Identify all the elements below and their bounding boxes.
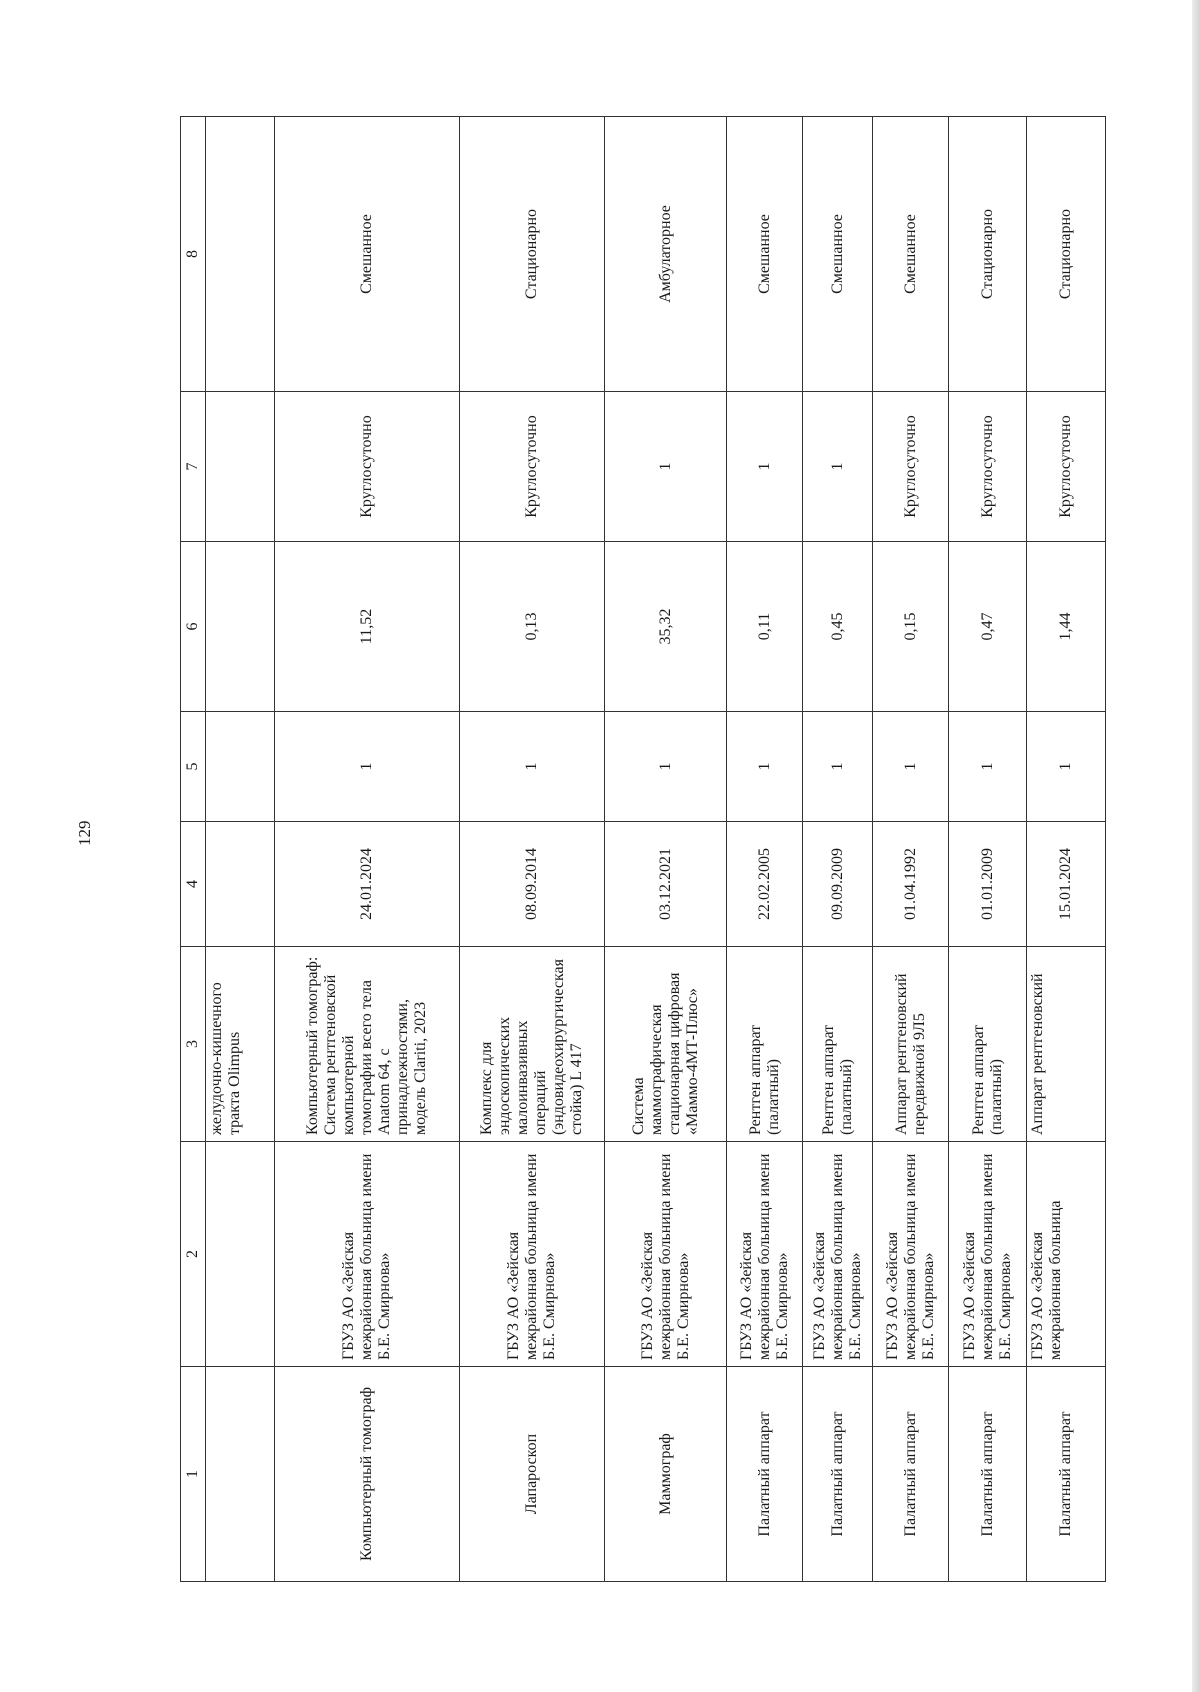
cell-status: Смешанное: [275, 117, 460, 392]
table-row: [275, 117, 460, 1582]
cell-date: 03.12.2021: [605, 822, 727, 947]
table-row: [873, 117, 949, 1582]
cell-empty: [206, 542, 275, 712]
cell-equipment-name: Рентген аппарат (палатный): [949, 947, 1027, 1142]
cell-date: 08.09.2014: [460, 822, 605, 947]
header-cell-4: 4: [181, 822, 206, 947]
cell-quantity: 1: [803, 712, 873, 822]
header-cell-7: 7: [181, 392, 206, 542]
table-row: [605, 117, 727, 1582]
header-row: [181, 117, 206, 1582]
cell-mode: Круглосуточно: [949, 392, 1027, 542]
cell-organization: ГБУЗ АО «Зейская межрайонная больница имени Б.Е. Смирнова»: [605, 1142, 727, 1367]
cell-date: 01.04.1992: [873, 822, 949, 947]
cell-empty: [206, 392, 275, 542]
cell-quantity: 1: [873, 712, 949, 822]
cell-equipment-name: желудочно-кишечного тракта Olimpus: [206, 947, 275, 1142]
cell-status: Смешанное: [803, 117, 873, 392]
cell-value: 35,32: [605, 542, 727, 712]
cell-quantity: 1: [727, 712, 803, 822]
cell-date: 09.09.2009: [803, 822, 873, 947]
cell-organization: ГБУЗ АО «Зейская межрайонная больница имени Б.Е. Смирнова»: [803, 1142, 873, 1367]
cell-equipment-name: Комплекс для эндоскопических малоинвазивных операций (эндовидеохирургическая стойка) L 417: [460, 947, 605, 1142]
cell-date: 15.01.2024: [1027, 822, 1106, 947]
cell-equipment-type: Палатный аппарат: [1027, 1367, 1106, 1582]
cell-equipment-type: Палатный аппарат: [949, 1367, 1027, 1582]
cell-value: 0,45: [803, 542, 873, 712]
table-row: [727, 117, 803, 1582]
table-row: [1027, 117, 1106, 1582]
header-cell-1: 1: [181, 1367, 206, 1582]
cell-empty: [206, 1367, 275, 1582]
cell-value: 0,11: [727, 542, 803, 712]
cell-status: Смешанное: [873, 117, 949, 392]
cell-mode: Круглосуточно: [275, 392, 460, 542]
header-cell-3: 3: [181, 947, 206, 1142]
cell-equipment-type: Маммограф: [605, 1367, 727, 1582]
cell-quantity: 1: [605, 712, 727, 822]
cell-equipment-name: Рентген аппарат (палатный): [803, 947, 873, 1142]
cell-equipment-type: Лапароскоп: [460, 1367, 605, 1582]
cell-organization: ГБУЗ АО «Зейская межрайонная больница имени Б.Е. Смирнова»: [460, 1142, 605, 1367]
header-cell-8: 8: [181, 117, 206, 392]
header-cell-6: 6: [181, 542, 206, 712]
cell-organization: ГБУЗ АО «Зейская межрайонная больница имени Б.Е. Смирнова»: [275, 1142, 460, 1367]
cell-organization: ГБУЗ АО «Зейская межрайонная больница имени Б.Е. Смирнова»: [873, 1142, 949, 1367]
continuation-row: [206, 117, 275, 1582]
page-edge: [1192, 0, 1200, 1692]
cell-mode: 1: [605, 392, 727, 542]
cell-value: 0,47: [949, 542, 1027, 712]
cell-organization: ГБУЗ АО «Зейская межрайонная больница имени Б.Е. Смирнова»: [949, 1142, 1027, 1367]
cell-status: Стационарно: [949, 117, 1027, 392]
table-row: [460, 117, 605, 1582]
cell-empty: [206, 822, 275, 947]
cell-equipment-name: Аппарат рентгеновский: [1027, 947, 1106, 1142]
cell-mode: 1: [727, 392, 803, 542]
header-cell-5: 5: [181, 712, 206, 822]
cell-quantity: 1: [460, 712, 605, 822]
cell-mode: Круглосуточно: [1027, 392, 1106, 542]
header-cell-2: 2: [181, 1142, 206, 1367]
cell-equipment-name: Рентген аппарат (палатный): [727, 947, 803, 1142]
cell-equipment-name: Система маммографическая стационарная цифровая «Маммо-4МТ-Плюс»: [605, 947, 727, 1142]
cell-date: 24.01.2024: [275, 822, 460, 947]
cell-empty: [206, 117, 275, 392]
page-number: 129: [75, 820, 94, 846]
cell-quantity: 1: [275, 712, 460, 822]
cell-value: 11,52: [275, 542, 460, 712]
cell-empty: [206, 1142, 275, 1367]
cell-organization: ГБУЗ АО «Зейская межрайонная больница имени Б.Е. Смирнова»: [727, 1142, 803, 1367]
cell-status: Смешанное: [727, 117, 803, 392]
cell-status: Амбулаторное: [605, 117, 727, 392]
cell-equipment-type: Палатный аппарат: [727, 1367, 803, 1582]
cell-quantity: 1: [1027, 712, 1106, 822]
cell-mode: Круглосуточно: [460, 392, 605, 542]
table-row: [949, 117, 1027, 1582]
cell-date: 01.01.2009: [949, 822, 1027, 947]
cell-value: 1,44: [1027, 542, 1106, 712]
rotated-table-container: [180, 117, 1105, 1582]
cell-mode: 1: [803, 392, 873, 542]
cell-equipment-type: Палатный аппарат: [873, 1367, 949, 1582]
equipment-table: [180, 116, 1106, 1582]
cell-status: Стационарно: [460, 117, 605, 392]
cell-quantity: 1: [949, 712, 1027, 822]
cell-status: Стационарно: [1027, 117, 1106, 392]
cell-equipment-name: Компьютерный томограф: Система рентгеновской компьютерной томографии всего тела Anatom 64, с принадлежностями, модель Clariti, 2023: [275, 947, 460, 1142]
cell-organization: ГБУЗ АО «Зейская межрайонная больница: [1027, 1142, 1106, 1367]
cell-equipment-type: Компьютерный томограф: [275, 1367, 460, 1582]
cell-date: 22.02.2005: [727, 822, 803, 947]
table-row: [803, 117, 873, 1582]
cell-equipment-type: Палатный аппарат: [803, 1367, 873, 1582]
cell-equipment-name: Аппарат рентгеновский передвижной 9Л5: [873, 947, 949, 1142]
cell-value: 0,15: [873, 542, 949, 712]
cell-empty: [206, 712, 275, 822]
cell-value: 0,13: [460, 542, 605, 712]
cell-mode: Круглосуточно: [873, 392, 949, 542]
